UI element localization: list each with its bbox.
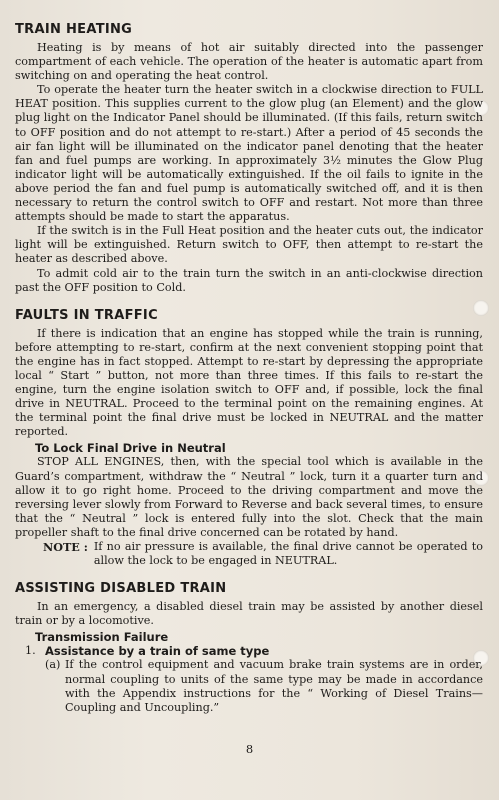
list-item-number: 1.	[25, 644, 36, 658]
page-number: 8	[245, 742, 254, 756]
list-item	[25, 644, 483, 658]
list-item-title: Assistance by a train of same type	[45, 644, 270, 659]
sub-list-item	[45, 658, 483, 714]
paragraph: To operate the heater turn the heater switch in a clockwise direction to FULL HEAT position. This supplies current to the glow plug (an Element) and the glow plug light on the Indicator Panel should be illuminated. (If this fails, return switch to OFF position and do not attempt to re-start.) After a period of 45 seconds the air fan light will be illuminated on the indicator panel denoting that the heater fan and fuel pumps are working. In approximately 3½ minutes the Glow Plug indicator light will be automatically extinguished. If the oil fails to ignite in the above period the fan and fuel pump is automatically switched off, and it is then necessary to return the control switch to OFF and restart. Not more than three attempts should be made to start the apparatus.	[15, 83, 483, 224]
note-text: If no air pressure is available, the final drive cannot be operated to allow the lock to be engaged in NEUTRAL.	[93, 540, 483, 568]
paragraph: In an emergency, a disabled diesel train may be assisted by another diesel train or by a locomotive.	[15, 600, 483, 628]
section-heading: TRAIN HEATING	[15, 22, 133, 37]
section-train-heating	[15, 22, 483, 295]
paragraph: STOP ALL ENGINES, then, with the special tool which is available in the Guard’s compartment, withdraw the “ Neutral ” lock, turn it a quarter turn and allow it to go right home. Proceed to the driving compartment and move the reversing lever slowly from Forward to Reverse and back several times, to ensure that the “ Neutral ” lock is entered fully into the slot. Check that the main propeller shaft to the final drive concerned can be rotated by hand.	[15, 455, 483, 539]
paragraph: Heating is by means of hot air suitably directed into the passenger compartment of each vehicle. The operation of the heater is automatic apart from switching on and operating the heat control.	[15, 41, 483, 83]
section-heading: FAULTS IN TRAFFIC	[15, 307, 158, 323]
sub-list-item-label: (a)	[45, 658, 61, 672]
subsection-heading: Transmission Failure	[35, 630, 169, 645]
subsection-heading: To Lock Final Drive in Neutral	[35, 441, 226, 456]
paragraph: If there is indication that an engine has stopped while the train is running, before attempting to re-start, confirm at the next convenient stopping point that the engine has in fact stopped. Attempt to re-start by depressing the appropriate local “ Start ” button, not more than three times. If this fails to re-start the engine, turn the engine isolation switch to OFF and, if possible, lock the final drive in NEUTRAL. Proceed to the terminal point on the remaining engines. At the terminal point the final drive must be locked in NEUTRAL and the matter reported.	[15, 326, 483, 439]
note-label: NOTE :	[43, 540, 88, 554]
paragraph: If the switch is in the Full Heat position and the heater cuts out, the indicator light will be extinguished. Return switch to OFF, then attempt to re-start the heater as described above.	[15, 224, 483, 266]
section-faults-in-traffic	[15, 308, 483, 569]
paragraph: To admit cold air to the train turn the switch in an anti-clockwise direction past the OFF position to Cold.	[15, 266, 483, 294]
section-heading: ASSISTING DISABLED TRAIN	[15, 581, 227, 597]
page-content	[15, 22, 483, 728]
note	[43, 540, 483, 568]
sub-list-item-text: If the control equipment and vacuum brake train systems are in order, normal coupling to units of the same type may be made in accordance with the Appendix instructions for the “ Working of Diesel Trains—Coupling and Uncoupling.”	[65, 658, 483, 714]
section-assisting-disabled-train	[15, 581, 483, 715]
